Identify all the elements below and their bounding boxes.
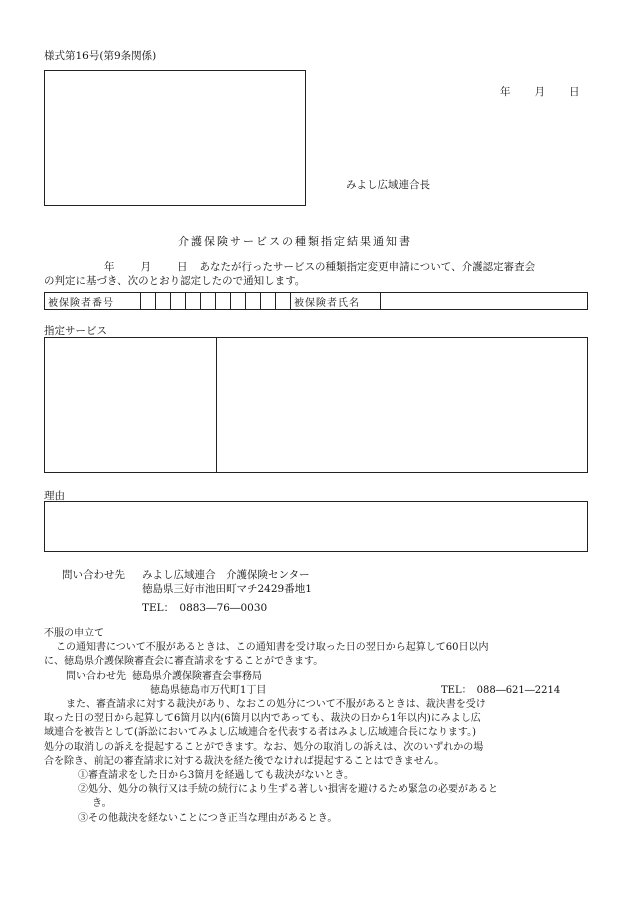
- form-number: 様式第16号(第9条関係): [44, 50, 157, 62]
- insured-name-field[interactable]: [381, 293, 587, 309]
- issuer-name: みよし広域連合長: [346, 179, 430, 191]
- objection-para2-line3: 域連合を被告として(訴訟においてみよし広域連合を代表する者はみよし広域連合長になります。): [44, 727, 477, 739]
- designated-service-divider: [216, 338, 217, 472]
- insured-info-table: [44, 292, 588, 310]
- objection-para2-line4: 処分の取消しの訴えを提起することができます。なお、処分の取消しの訴えは、次のいずれかの場: [44, 741, 484, 753]
- date-month: 月: [534, 86, 545, 98]
- contact-label: 問い合わせ先: [62, 569, 125, 581]
- insured-number-digit[interactable]: [141, 293, 156, 309]
- inquiry-tel: TEL： 088―621―2214: [441, 684, 561, 696]
- reason-box: [44, 501, 588, 552]
- objection-item3: ③その他裁決を経ないことにつき正当な理由があるとき。: [78, 812, 338, 824]
- insured-number-digit[interactable]: [201, 293, 216, 309]
- address-box: [44, 70, 306, 206]
- intro-line1: あなたが行ったサービスの種類指定変更申請について、介護認定審査会: [199, 261, 536, 273]
- designated-service-box: [44, 337, 588, 473]
- objection-para1-line1: この通知書について不服があるときは、この通知書を受け取った日の翌日から起算して60日以内: [56, 642, 489, 654]
- intro-line2: の判定に基づき、次のとおり認定したので通知します。: [44, 275, 306, 287]
- date-day: 日: [569, 86, 580, 98]
- insured-number-digit[interactable]: [216, 293, 231, 309]
- objection-para2-line1: また、審査請求に対する裁決があり、なおこの処分について不服があるときは、裁決書を受け: [66, 699, 486, 711]
- objection-para1-line2: に、徳島県介護保険審査会に審査請求をすることができます。: [44, 656, 324, 668]
- intro-year: 年: [104, 261, 115, 273]
- insured-number-digit[interactable]: [276, 293, 291, 309]
- insured-number-digit[interactable]: [156, 293, 171, 309]
- insured-number-digit[interactable]: [231, 293, 246, 309]
- date-year: 年: [500, 86, 511, 98]
- designated-service-label: 指定サービス: [44, 325, 107, 337]
- reason-label: 理由: [44, 490, 65, 502]
- objection-heading: 不服の申立て: [44, 628, 104, 639]
- objection-item1: ①審査請求をした日から3箇月を経過しても裁決がないとき。: [78, 770, 354, 782]
- inquiry-label: 問い合わせ先: [66, 670, 126, 682]
- insured-number-digit[interactable]: [246, 293, 261, 309]
- objection-para2-line5: 合を除き、前記の審査請求に対する裁決を経た後でなければ提起することはできません。: [44, 755, 445, 767]
- insured-name-label: 被保険者氏名: [291, 293, 381, 309]
- intro-day: 日: [177, 261, 188, 273]
- objection-item2-line2: き。: [92, 798, 112, 810]
- objection-item2-line1: ②処分、処分の執行又は手続の続行により生ずる著しい損害を避けるため緊急の必要があると: [78, 784, 498, 796]
- intro-text: [44, 260, 535, 288]
- contact-address: 徳島県三好市池田町マチ2429番地1: [142, 583, 312, 595]
- insured-number-label: 被保険者番号: [45, 293, 141, 309]
- insured-number-digit[interactable]: [171, 293, 186, 309]
- inquiry-address: 徳島県徳島市万代町1丁目: [150, 684, 267, 696]
- insured-number-digit[interactable]: [186, 293, 201, 309]
- contact-org: みよし広域連合 介護保険センター: [142, 569, 310, 581]
- objection-section: [44, 627, 561, 826]
- issue-date: [500, 84, 580, 99]
- objection-para2-line2: 取った日の翌日から起算して6箇月以内(6箇月以内であっても、裁決の日から1年以内)にみよし広: [44, 713, 481, 725]
- contact-tel: TEL： 0883―76―0030: [142, 602, 268, 614]
- inquiry-org: 徳島県介護保険審査会事務局: [132, 670, 262, 682]
- document-title: 介護保険サービスの種類指定結果通知書: [178, 235, 412, 248]
- intro-month: 月: [140, 261, 151, 273]
- insured-number-digit[interactable]: [261, 293, 276, 309]
